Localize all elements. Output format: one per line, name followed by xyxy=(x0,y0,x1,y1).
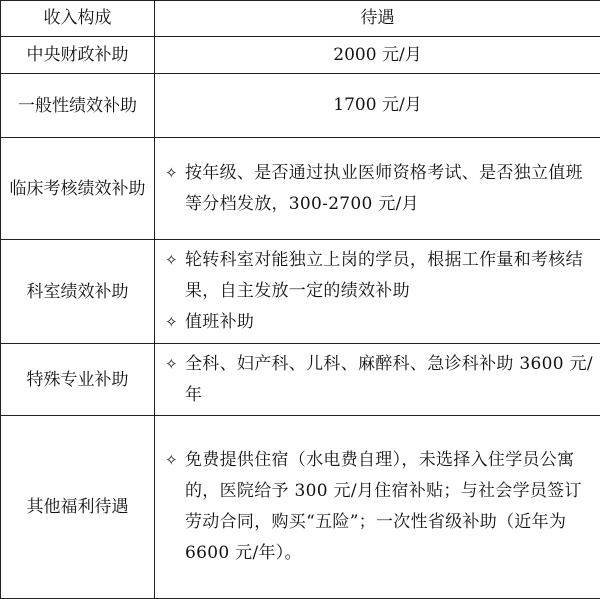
row-label: 特殊专业补助 xyxy=(1,344,155,416)
table-header-row xyxy=(1,1,600,37)
diamond-star-bullet-icon: ✧ xyxy=(165,349,185,380)
bullet-text: 轮转科室对能独立上岗的学员，根据工作量和考核结果，自主发放一定的绩效补助 xyxy=(185,245,594,307)
row-label: 临床考核绩效补助 xyxy=(1,138,155,240)
header-treatment: 待遇 xyxy=(155,1,600,37)
table-row xyxy=(1,138,600,240)
bullet-text: 值班补助 xyxy=(185,307,594,338)
bullet-text: 免费提供住宿（水电费自理），未选择入住学员公寓的，医院给予 300 元/月住宿补贴；与社会学员签订劳动合同，购买“五险”；一次性省级补助（近年为 6600 元/年）。 xyxy=(185,445,594,569)
table-row xyxy=(1,37,600,74)
bullet-item xyxy=(165,349,594,411)
bullet-text: 全科、妇产科、儿科、麻醉科、急诊科补助 3600 元/年 xyxy=(185,349,594,411)
row-content xyxy=(155,344,600,416)
row-label: 科室绩效补助 xyxy=(1,240,155,344)
diamond-star-bullet-icon: ✧ xyxy=(165,307,185,338)
row-label: 中央财政补助 xyxy=(1,37,155,74)
row-label: 其他福利待遇 xyxy=(1,416,155,599)
bullet-item xyxy=(165,245,594,307)
row-content xyxy=(155,416,600,599)
row-content xyxy=(155,138,600,240)
bullet-text: 按年级、是否通过执业医师资格考试、是否独立值班等分档发放，300-2700 元/月 xyxy=(185,158,594,220)
row-label: 一般性绩效补助 xyxy=(1,74,155,138)
row-value: 2000 元/月 xyxy=(155,37,600,74)
diamond-star-bullet-icon: ✧ xyxy=(165,445,185,476)
diamond-star-bullet-icon: ✧ xyxy=(165,245,185,276)
table-row xyxy=(1,416,600,599)
bullet-item xyxy=(165,307,594,338)
table-row xyxy=(1,240,600,344)
header-income-component: 收入构成 xyxy=(1,1,155,37)
table-row xyxy=(1,344,600,416)
diamond-star-bullet-icon: ✧ xyxy=(165,158,185,189)
row-content xyxy=(155,240,600,344)
table-row xyxy=(1,74,600,138)
bullet-item xyxy=(165,158,594,220)
row-value: 1700 元/月 xyxy=(155,74,600,138)
bullet-item xyxy=(165,445,594,569)
